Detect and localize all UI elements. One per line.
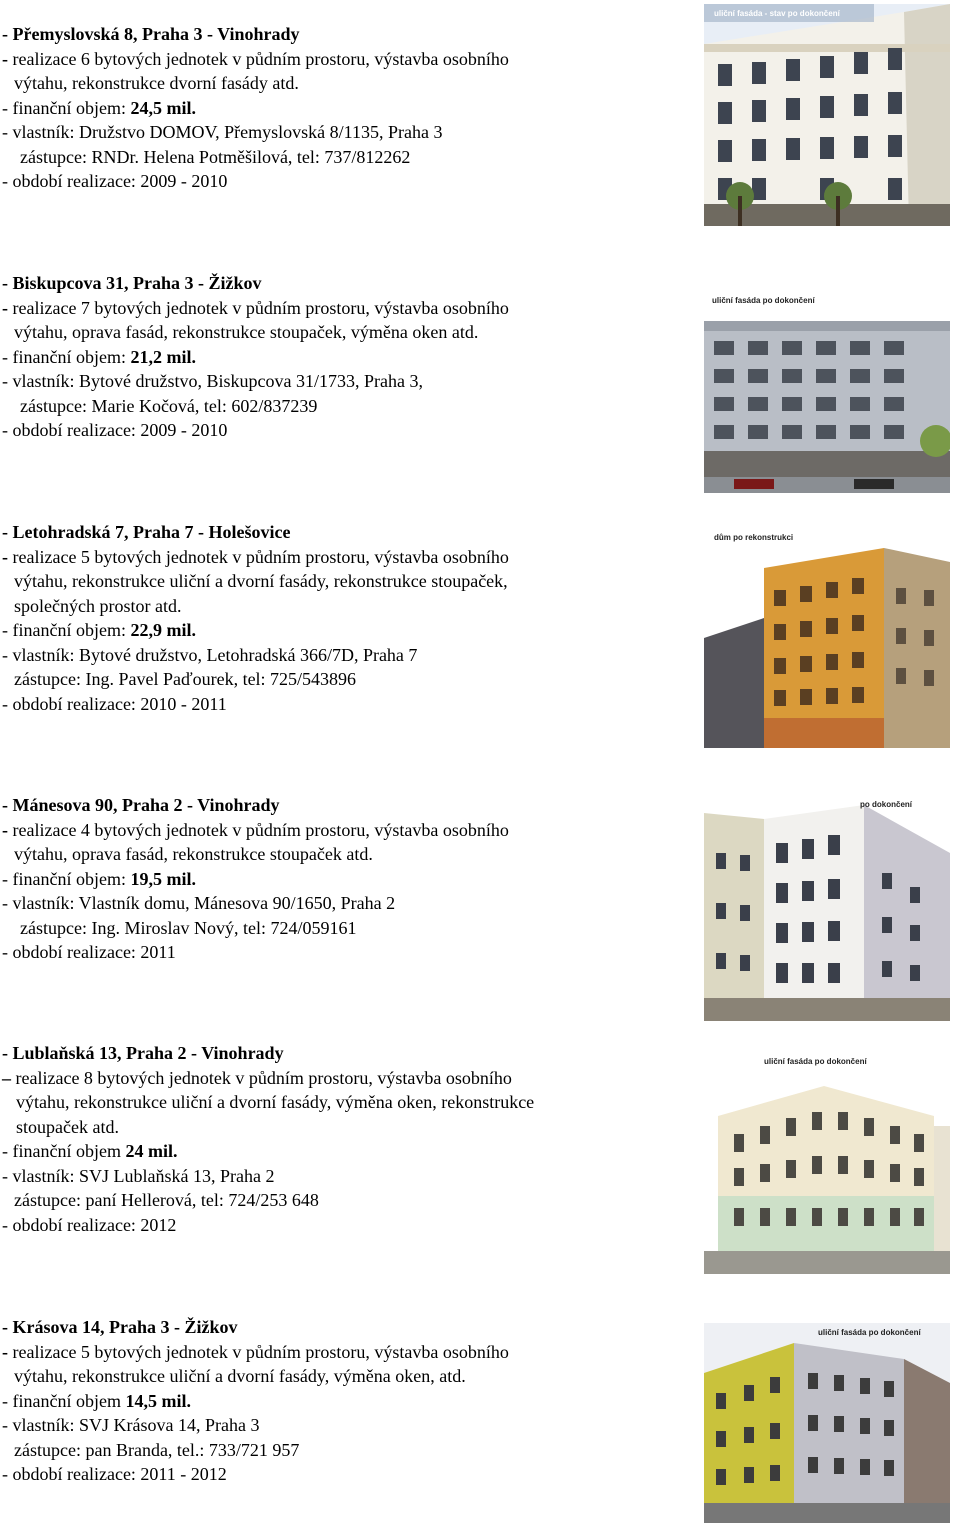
project-period: - období realizace: 2010 - 2011: [2, 693, 227, 714]
photo-caption: uliční fasáda po dokončení: [712, 296, 815, 305]
project-description-cont2: společných prostor atd.: [14, 595, 182, 616]
project-period: - období realizace: 2009 - 2010: [2, 171, 228, 191]
building-photo: [704, 793, 950, 1021]
project-finance: - finanční objem: 21,2 mil.: [2, 346, 196, 367]
project-description: - realizace 6 bytových jednotek v půdním prostoru, výstavba osobního: [2, 48, 509, 69]
project-description: - realizace 7 bytových jednotek v půdním prostoru, výstavba osobního: [2, 297, 509, 318]
project-period: - období realizace: 2009 - 2010: [2, 420, 228, 440]
project-period: - období realizace: 2012: [2, 1214, 177, 1235]
photo-caption: uliční fasáda po dokončení: [764, 1057, 867, 1066]
project-description: – realizace 8 bytových jednotek v půdním prostoru, výstavba osobního: [2, 1067, 512, 1088]
project-owner: - vlastník: Bytové družstvo, Biskupcova 31/1733, Praha 3,: [2, 371, 423, 391]
project-description-cont: výtahu, rekonstrukce uliční a dvorní fasády, rekonstrukce stoupaček,: [14, 571, 508, 591]
project-title: - Přemyslovská 8, Praha 3 - Vinohrady: [2, 24, 300, 44]
photo-caption: uliční fasáda po dokončení: [818, 1328, 921, 1337]
photo-caption: dům po rekonstrukci: [714, 533, 794, 542]
project-text: [2, 271, 692, 443]
project-owner: - vlastník: SVJ Krásova 14, Praha 3: [2, 1415, 260, 1435]
building-photo: [704, 1323, 950, 1523]
building-photo: [704, 528, 950, 748]
project-description: - realizace 5 bytových jednotek v půdním prostoru, výstavba osobního: [2, 1341, 509, 1362]
project-description-cont: výtahu, rekonstrukce dvorní fasády atd.: [14, 73, 299, 93]
project-contact: zástupce: pan Branda, tel.: 733/721 957: [14, 1439, 300, 1460]
project-finance: - finanční objem: 24,5 mil.: [2, 97, 196, 118]
project-contact: zástupce: Ing. Pavel Paďourek, tel: 725/543896: [14, 669, 357, 689]
project-period: - období realizace: 2011 - 2012: [2, 1464, 227, 1484]
project-text: [2, 1315, 692, 1487]
building-photo: [704, 1046, 950, 1274]
project-description-cont: výtahu, rekonstrukce uliční a dvorní fasády, výměna oken, atd.: [14, 1366, 466, 1386]
project-title: - Letohradská 7, Praha 7 - Holešovice: [2, 522, 291, 542]
project-text: [2, 793, 692, 965]
project-contact: zástupce: paní Hellerová, tel: 724/253 648: [14, 1190, 319, 1210]
project-period: - období realizace: 2011: [2, 942, 176, 962]
project-title: - Mánesova 90, Praha 2 - Vinohrady: [2, 795, 280, 815]
photo-caption: po dokončení: [860, 800, 912, 809]
photo-caption: uliční fasáda - stav po dokončení: [714, 9, 840, 18]
project-description: - realizace 4 bytových jednotek v půdním prostoru, výstavba osobního: [2, 819, 509, 840]
project-title: - Lublaňská 13, Praha 2 - Vinohrady: [2, 1043, 284, 1063]
project-description-cont: výtahu, oprava fasád, rekonstrukce stoupaček atd.: [14, 844, 373, 864]
project-contact: zástupce: RNDr. Helena Potměšilová, tel: 737/812262: [20, 146, 411, 167]
project-finance: - finanční objem: 19,5 mil.: [2, 868, 196, 889]
project-text: [2, 1041, 692, 1237]
project-owner: - vlastník: Bytové družstvo, Letohradská 366/7D, Praha 7: [2, 644, 418, 665]
project-description: - realizace 5 bytových jednotek v půdním prostoru, výstavba osobního: [2, 546, 509, 567]
project-description-cont: výtahu, rekonstrukce uliční a dvorní fasády, výměna oken, rekonstrukce: [16, 1092, 535, 1112]
project-title: - Biskupcova 31, Praha 3 - Žižkov: [2, 273, 262, 293]
project-description-cont: výtahu, oprava fasád, rekonstrukce stoupaček, výměna oken atd.: [14, 322, 479, 342]
building-photo: [704, 281, 950, 493]
project-finance: - finanční objem 14,5 mil.: [2, 1390, 191, 1411]
project-contact: zástupce: Marie Kočová, tel: 602/837239: [20, 395, 318, 416]
building-photo: [704, 4, 950, 226]
project-text: [2, 22, 692, 194]
project-contact: zástupce: Ing. Miroslav Nový, tel: 724/059161: [20, 917, 357, 938]
project-finance: - finanční objem 24 mil.: [2, 1141, 178, 1161]
project-title: - Krásova 14, Praha 3 - Žižkov: [2, 1317, 238, 1337]
project-owner: - vlastník: Družstvo DOMOV, Přemyslovská 8/1135, Praha 3: [2, 122, 443, 142]
project-text: [2, 520, 692, 716]
project-owner: - vlastník: SVJ Lublaňská 13, Praha 2: [2, 1165, 275, 1186]
project-owner: - vlastník: Vlastník domu, Mánesova 90/1650, Praha 2: [2, 893, 396, 913]
project-description-cont2: stoupaček atd.: [16, 1116, 119, 1137]
project-finance: - finanční objem: 22,9 mil.: [2, 620, 196, 640]
